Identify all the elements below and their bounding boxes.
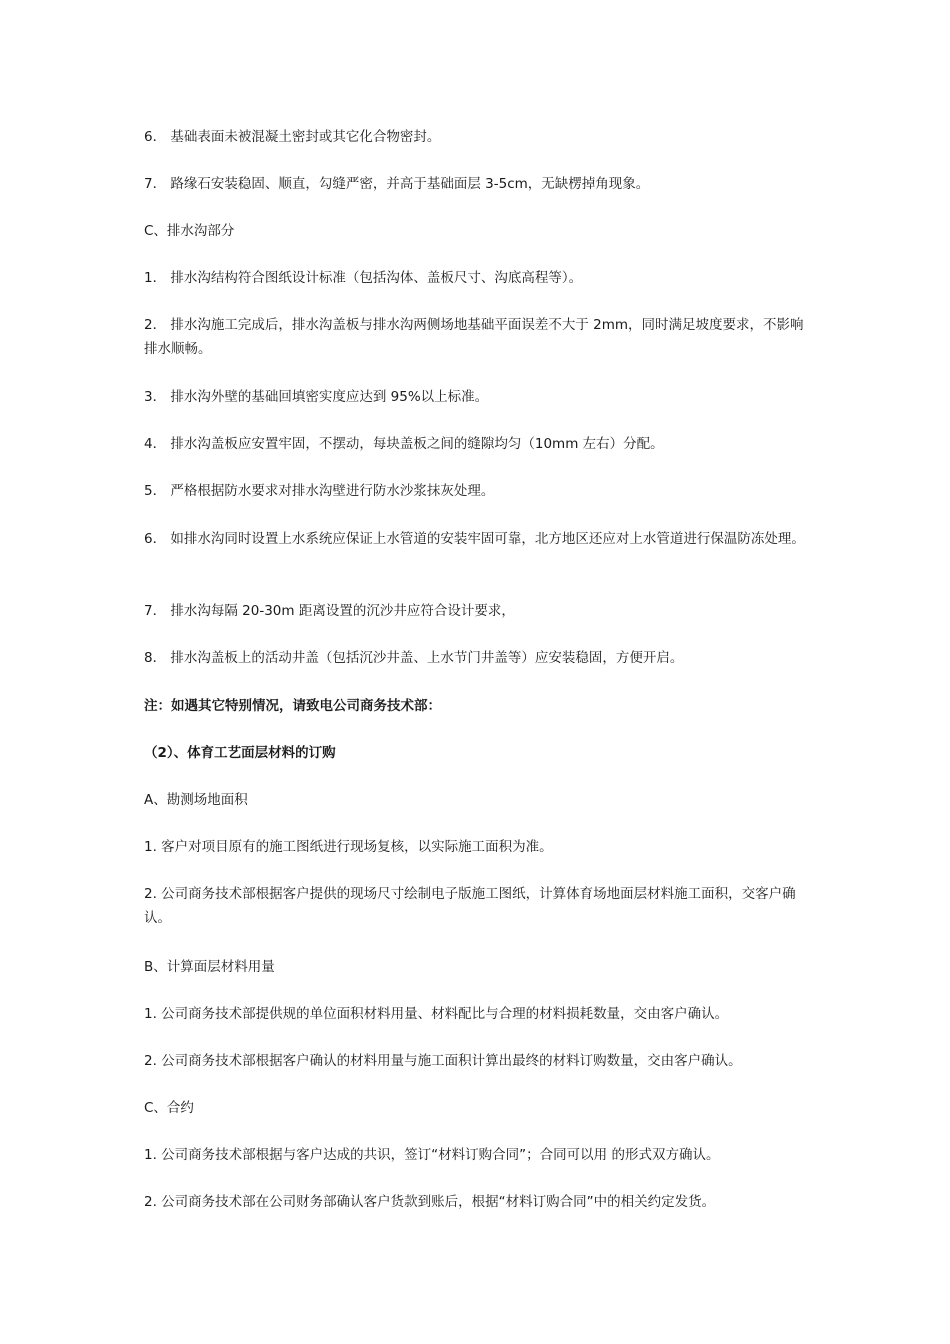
paragraph-drainage-item-6: 6． 如排水沟同时设置上水系统应保证上水管道的安装牢固可靠，北方地区还应对上水管道进行保温防冻处理。 xyxy=(144,531,805,547)
section-heading-drainage: C、排水沟部分 xyxy=(144,223,235,239)
paragraph-drainage-item-2: 2． 排水沟施工完成后，排水沟盖板与排水沟两侧场地基础平面误差不大于 2mm，同时满足坡度要求，不影响排水顺畅。 xyxy=(144,317,804,357)
paragraph-base-item-6: 6． 基础表面未被混凝土密封或其它化合物密封。 xyxy=(144,129,441,145)
section-heading-material-quantity: B、计算面层材料用量 xyxy=(144,959,275,975)
paragraph-drainage-item-1: 1． 排水沟结构符合图纸设计标准（包括沟体、盖板尺寸、沟底高程等）。 xyxy=(144,270,583,286)
paragraph-contract-item-1: 1. 公司商务技术部根据与客户达成的共识，签订“材料订购合同”；合同可以用 的形式双方确认。 xyxy=(144,1147,720,1163)
paragraph-drainage-item-7: 7． 排水沟每隔 20-30m 距离设置的沉沙井应符合设计要求， xyxy=(144,603,515,619)
paragraph-drainage-item-3: 3． 排水沟外壁的基础回填密实度应达到 95%以上标准。 xyxy=(144,389,489,405)
paragraph-survey-item-1: 1. 客户对项目原有的施工图纸进行现场复核，以实际施工面积为准。 xyxy=(144,839,553,855)
paragraph-drainage-item-5: 5． 严格根据防水要求对排水沟壁进行防水沙浆抹灰处理。 xyxy=(144,483,495,499)
section-heading-survey-area: A、勘测场地面积 xyxy=(144,792,248,808)
paragraph-quantity-item-2: 2. 公司商务技术部根据客户确认的材料用量与施工面积计算出最终的材料订购数量，交由客户确认。 xyxy=(144,1053,742,1069)
section-heading-contract: C、合约 xyxy=(144,1100,194,1116)
note-paragraph: 注：如遇其它特别情况，请致电公司商务技术部： xyxy=(144,698,441,714)
paragraph-drainage-item-8: 8． 排水沟盖板上的活动井盖（包括沉沙井盖、上水节门井盖等）应安装稳固，方便开启。 xyxy=(144,650,684,666)
section-heading-material-order: （2）、体育工艺面层材料的订购 xyxy=(144,745,336,761)
paragraph-survey-item-2: 2. 公司商务技术部根据客户提供的现场尺寸绘制电子版施工图纸，计算体育场地面层材料施工面积，交客户确认。 xyxy=(144,886,796,926)
paragraph-base-item-7: 7． 路缘石安装稳固、顺直，勾缝严密，并高于基础面层 3-5cm，无缺楞掉角现象。 xyxy=(144,176,650,192)
paragraph-contract-item-2: 2. 公司商务技术部在公司财务部确认客户货款到账后，根据“材料订购合同”中的相关约定发货。 xyxy=(144,1194,716,1210)
paragraph-drainage-item-4: 4． 排水沟盖板应安置牢固，不摆动，每块盖板之间的缝隙均匀（10mm 左右）分配。 xyxy=(144,436,664,452)
paragraph-quantity-item-1: 1. 公司商务技术部提供规的单位面积材料用量、材料配比与合理的材料损耗数量，交由客户确认。 xyxy=(144,1006,729,1022)
